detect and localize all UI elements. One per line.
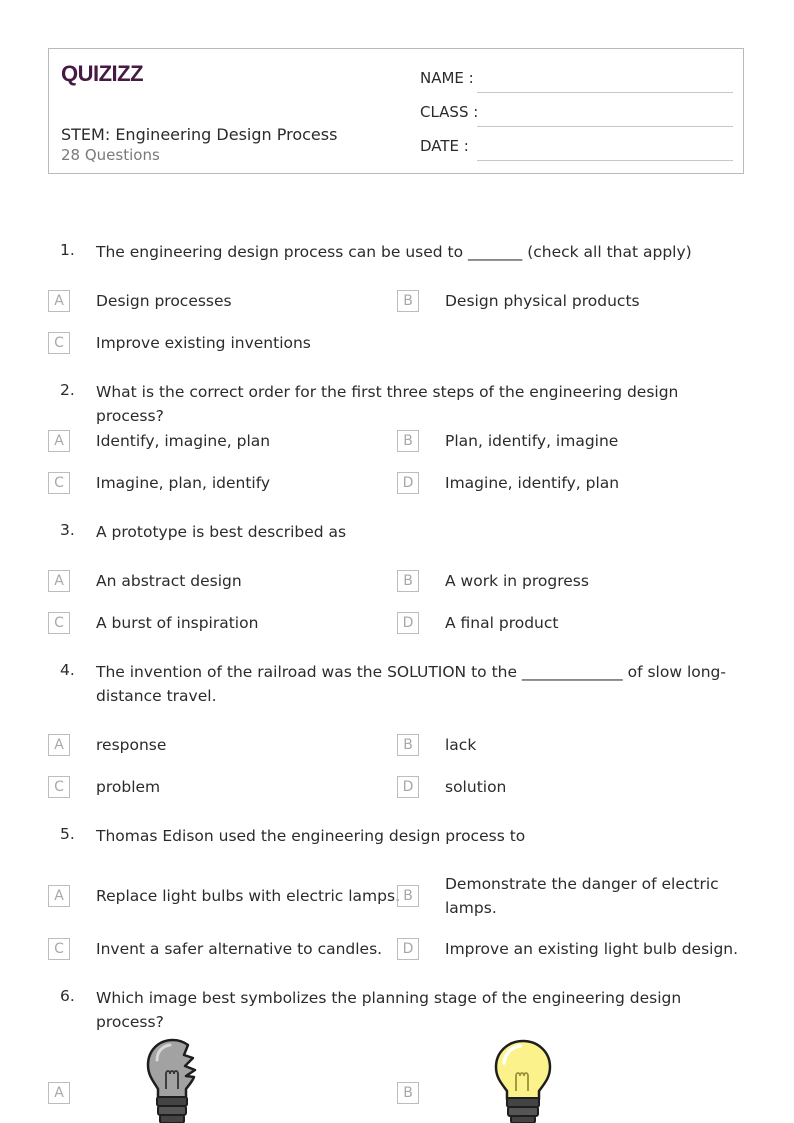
option-text-line-1: Demonstrate the danger of electric [445,875,719,893]
option-letter-box[interactable]: D [397,776,419,798]
option-letter-box[interactable]: A [48,430,70,452]
question-number: 1. [60,241,75,259]
name-line[interactable] [477,92,733,93]
svg-text:QUIZIZZ: QUIZIZZ [61,61,144,86]
option-letter-box[interactable]: A [48,290,70,312]
option-letter-box[interactable]: D [397,612,419,634]
option-letter-box[interactable]: A [48,885,70,907]
worksheet-header [48,48,744,174]
class-line[interactable] [477,126,733,127]
option-text: Improve an existing light bulb design. [445,940,739,958]
broken-light-bulb-icon[interactable] [140,1036,206,1123]
option-text: Design processes [96,292,232,310]
option-text: A burst of inspiration [96,614,259,632]
date-label: DATE : [420,137,469,155]
option-letter-box[interactable]: C [48,332,70,354]
question-text: A prototype is best described as [96,523,347,541]
question-number: 5. [60,825,75,843]
question-count: 28 Questions [61,146,160,164]
option-text: An abstract design [96,572,242,590]
question-text: What is the correct order for the first three steps of the engineering design process? [96,383,679,425]
option-letter-box[interactable]: B [397,885,419,907]
option-letter-box[interactable]: C [48,612,70,634]
option-text: Replace light bulbs with electric lamps. [96,887,400,905]
class-label: CLASS : [420,103,479,121]
option-letter-box[interactable]: C [48,938,70,960]
question-number: 3. [60,521,75,539]
question-text: Which image best symbolizes the planning stage of the engineering design process? [96,989,682,1031]
option-text: A final product [445,614,559,632]
class-field[interactable] [420,103,733,125]
glowing-light-bulb-icon[interactable] [490,1036,556,1123]
option-letter-box[interactable]: B [397,290,419,312]
question-text-line-1: The invention of the railroad was the SOLUTION to the _____________ of slow long- [96,663,726,681]
option-letter-box[interactable]: B [397,1082,419,1104]
date-field[interactable] [420,137,733,159]
option-text: lack [445,736,477,754]
name-label: NAME : [420,69,474,87]
question-text: The engineering design process can be used to _______ (check all that apply) [96,243,692,261]
option-letter-box[interactable]: A [48,570,70,592]
option-letter-box[interactable]: B [397,430,419,452]
option-text: A work in progress [445,572,589,590]
option-letter-box[interactable]: A [48,1082,70,1104]
option-text: problem [96,778,161,796]
option-text: response [96,736,167,754]
name-field[interactable] [420,69,733,91]
option-letter-box[interactable]: C [48,776,70,798]
option-text: solution [445,778,507,796]
date-line[interactable] [477,160,733,161]
option-letter-box[interactable]: B [397,570,419,592]
quizizz-logo-mark [61,59,153,89]
quizizz-logo [61,59,153,89]
option-text: Identify, imagine, plan [96,432,271,450]
option-text: Design physical products [445,292,640,310]
option-text: Improve existing inventions [96,334,311,352]
option-text: Imagine, identify, plan [445,474,620,492]
option-letter-box[interactable]: D [397,938,419,960]
question-text-line-2: distance travel. [96,687,217,705]
question-number: 6. [60,987,75,1005]
option-letter-box[interactable]: C [48,472,70,494]
option-text-line-2: lamps. [445,899,497,917]
option-letter-box[interactable]: B [397,734,419,756]
question-text: Thomas Edison used the engineering design process to [96,827,526,845]
option-letter-box[interactable]: D [397,472,419,494]
option-text: Invent a safer alternative to candles. [96,940,383,958]
question-number: 4. [60,661,75,679]
option-text: Imagine, plan, identify [96,474,271,492]
option-letter-box[interactable]: A [48,734,70,756]
option-text: Plan, identify, imagine [445,432,619,450]
question-number: 2. [60,381,75,399]
worksheet-title: STEM: Engineering Design Process [61,125,338,144]
